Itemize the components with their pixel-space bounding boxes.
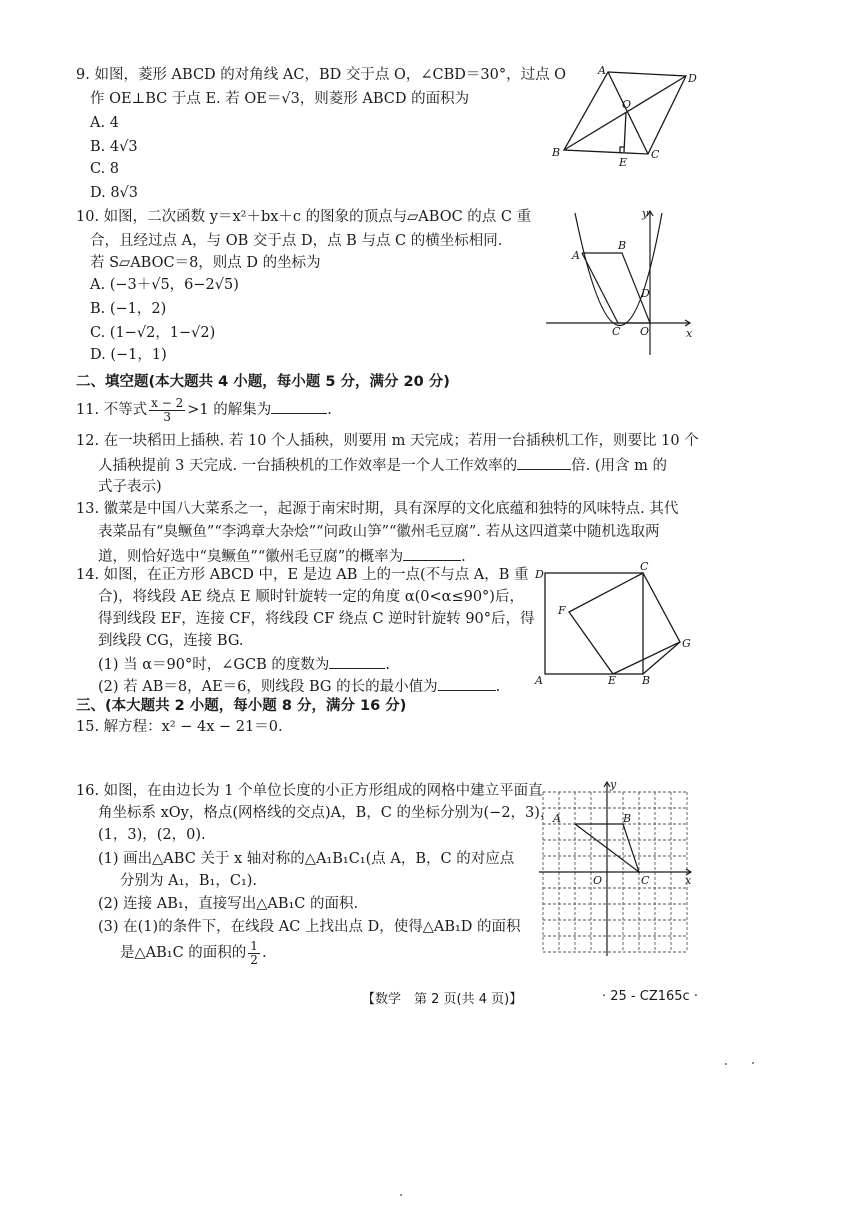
q14-part1-end: . bbox=[385, 657, 390, 673]
scan-speck bbox=[400, 1194, 402, 1196]
q9-label-e: E bbox=[619, 156, 628, 168]
q10-line1: 10. 如图，二次函数 y＝x²＋bx＋c 的图象的顶点与▱ABOC 的点 C 重 bbox=[76, 209, 532, 225]
q10-option-d: D. (−1，1) bbox=[90, 347, 167, 363]
q10-option-a: A. (−3＋√5，6−2√5) bbox=[90, 277, 239, 293]
q9-label-d: D bbox=[688, 72, 697, 85]
q9-line1: 9. 如图，菱形 ABCD 的对角线 AC，BD 交于点 O，∠CBD＝30°，过点 O bbox=[76, 67, 567, 83]
q14-part2-blank[interactable] bbox=[438, 676, 496, 691]
q16-line1: 16. 如图，在由边长为 1 个单位长度的小正方形组成的网格中建立平面直 bbox=[76, 783, 543, 799]
q14-line4: 到线段 CG，连接 BG. bbox=[98, 633, 244, 649]
q9-label-a: A bbox=[598, 64, 606, 77]
q16-part3b-end: . bbox=[261, 945, 267, 961]
q16-label-a: A bbox=[553, 812, 561, 825]
q9-label-o: O bbox=[622, 98, 632, 111]
q14-line3: 得到线段 EF，连接 CF，将线段 CF 绕点 C 逆时针旋转 90°后，得 bbox=[98, 611, 535, 627]
q12-line2-b: 倍. (用含 m 的 bbox=[571, 458, 668, 474]
q9-rhombus-figure bbox=[540, 62, 715, 168]
q16-line3: (1，3)，(2，0). bbox=[98, 827, 206, 843]
q16-half-fraction bbox=[248, 940, 260, 967]
q9-label-c: C bbox=[651, 148, 660, 161]
q12-answer-blank[interactable] bbox=[517, 455, 571, 470]
q12-line2 bbox=[98, 455, 667, 475]
q10-label-b: B bbox=[618, 239, 627, 252]
q11 bbox=[76, 396, 332, 424]
q14-line1: 14. 如图，在正方形 ABCD 中，E 是边 AB 上的一点(不与点 A，B 重 bbox=[76, 567, 529, 583]
q10-label-a: A bbox=[572, 249, 580, 262]
q9-option-b: B. 4√3 bbox=[90, 139, 138, 155]
q14-line2: 合)，将线段 AE 绕点 E 顺时针旋转一定的角度 α(0<α≤90°)后， bbox=[98, 589, 524, 605]
q14-label-c: C bbox=[640, 560, 649, 573]
q16-half-denominator: 2 bbox=[250, 952, 258, 967]
q14-part1-text: (1) 当 α＝90°时，∠GCB 的度数为 bbox=[98, 657, 330, 673]
q16-part3b-text: 是△AB₁C 的面积的 bbox=[120, 945, 247, 961]
q12-line3: 式子表示) bbox=[98, 479, 162, 495]
q10-option-b: B. (−1，2) bbox=[90, 301, 167, 317]
scan-speck bbox=[752, 1062, 754, 1064]
q11-fraction bbox=[149, 397, 185, 424]
q14-part2 bbox=[98, 676, 500, 696]
q14-label-a: A bbox=[535, 674, 543, 687]
q14-label-f: F bbox=[558, 604, 566, 617]
q14-square-figure bbox=[530, 560, 700, 690]
q9-option-c: C. 8 bbox=[90, 161, 120, 177]
q14-part1-blank[interactable] bbox=[329, 654, 385, 669]
page-footer-center: 【数学 第 2 页(共 4 页)】 bbox=[362, 992, 523, 1007]
q11-end: . bbox=[327, 402, 332, 418]
q11-prefix: 11. 不等式 bbox=[76, 402, 148, 418]
section-2-heading: 二、填空题(本大题共 4 小题，每小题 5 分，满分 20 分) bbox=[76, 374, 450, 390]
q10-line3: 若 S▱ABOC＝8，则点 D 的坐标为 bbox=[90, 255, 321, 271]
q16-half-numerator: 1 bbox=[250, 938, 258, 953]
q14-label-b: B bbox=[642, 674, 651, 687]
page-footer-code: · 25 - CZ165c · bbox=[602, 989, 698, 1004]
q14-part1 bbox=[98, 654, 390, 674]
q10-option-c: C. (1−√2，1−√2) bbox=[90, 325, 216, 341]
q10-label-d: D bbox=[641, 287, 650, 300]
q16-part2: (2) 连接 AB₁，直接写出△AB₁C 的面积. bbox=[98, 896, 359, 912]
q16-part1b: 分别为 A₁，B₁，C₁). bbox=[120, 873, 258, 889]
q11-numerator: x − 2 bbox=[151, 395, 184, 410]
q16-label-o: O bbox=[593, 874, 603, 887]
q16-label-c: C bbox=[641, 874, 650, 887]
q16-part3b bbox=[120, 938, 267, 968]
q11-answer-blank[interactable] bbox=[271, 399, 327, 414]
q9-option-d: D. 8√3 bbox=[90, 185, 139, 201]
q14-label-g: G bbox=[682, 637, 691, 650]
q13-line3-a: 道，则恰好选中“臭鳜鱼”“徽州毛豆腐”的概率为 bbox=[98, 549, 404, 565]
q16-line2: 角坐标系 xOy，格点(网格线的交点)A，B，C 的坐标分别为(−2，3)， bbox=[98, 805, 555, 821]
q10-label-o: O bbox=[640, 325, 650, 338]
q14-label-e: E bbox=[608, 674, 617, 687]
q16-label-b: B bbox=[623, 812, 632, 825]
q14-label-d: D bbox=[535, 568, 544, 581]
q16-part3a: (3) 在(1)的条件下，在线段 AC 上找出点 D，使得△AB₁D 的面积 bbox=[98, 919, 521, 935]
q13-line2: 表菜品有“臭鳜鱼”“李鸿章大杂烩”“问政山笋”“徽州毛豆腐”. 若从这四道菜中随机选取两 bbox=[98, 524, 660, 540]
q16-part1a: (1) 画出△ABC 关于 x 轴对称的△A₁B₁C₁(点 A，B，C 的对应点 bbox=[98, 851, 515, 867]
q16-label-y: y bbox=[610, 778, 617, 791]
q13-line3 bbox=[98, 546, 466, 566]
q15: 15. 解方程：x² − 4x − 21＝0. bbox=[76, 719, 283, 735]
q13-line3-b: . bbox=[461, 549, 466, 565]
q10-line2: 合，且经过点 A，与 OB 交于点 D，点 B 与点 C 的横坐标相同. bbox=[90, 233, 503, 249]
q9-label-b: B bbox=[552, 146, 561, 159]
q16-label-x: x bbox=[685, 874, 692, 887]
q13-line1: 13. 徽菜是中国八大菜系之一，起源于南宋时期，具有深厚的文化底蕴和独特的风味特点. 其代 bbox=[76, 501, 679, 517]
q12-line2-a: 人插秧提前 3 天完成. 一台插秧机的工作效率是一个人工作效率的 bbox=[98, 458, 518, 474]
q11-denominator: 3 bbox=[163, 409, 172, 424]
q10-parabola-figure bbox=[540, 205, 700, 357]
q10-label-y: y bbox=[642, 207, 649, 220]
q9-line2: 作 OE⊥BC 于点 E. 若 OE＝√3，则菱形 ABCD 的面积为 bbox=[90, 91, 470, 107]
q9-option-a: A. 4 bbox=[90, 115, 119, 131]
q16-grid-figure bbox=[535, 778, 695, 958]
q10-label-c: C bbox=[612, 325, 621, 338]
q13-answer-blank[interactable] bbox=[403, 546, 461, 561]
q12-line1: 12. 在一块稻田上插秧. 若 10 个人插秧，则要用 m 天完成；若用一台插秧机工作，则要比 10 个 bbox=[76, 433, 699, 449]
q11-suffix: >1 的解集为 bbox=[187, 402, 272, 418]
q14-part2-text: (2) 若 AB＝8，AE＝6，则线段 BG 的长的最小值为 bbox=[98, 679, 438, 695]
section-3-heading: 三、(本大题共 2 小题，每小题 8 分，满分 16 分) bbox=[76, 698, 407, 714]
scan-speck bbox=[725, 1063, 727, 1065]
q14-part2-end: . bbox=[495, 679, 501, 695]
q10-label-x: x bbox=[686, 327, 693, 340]
